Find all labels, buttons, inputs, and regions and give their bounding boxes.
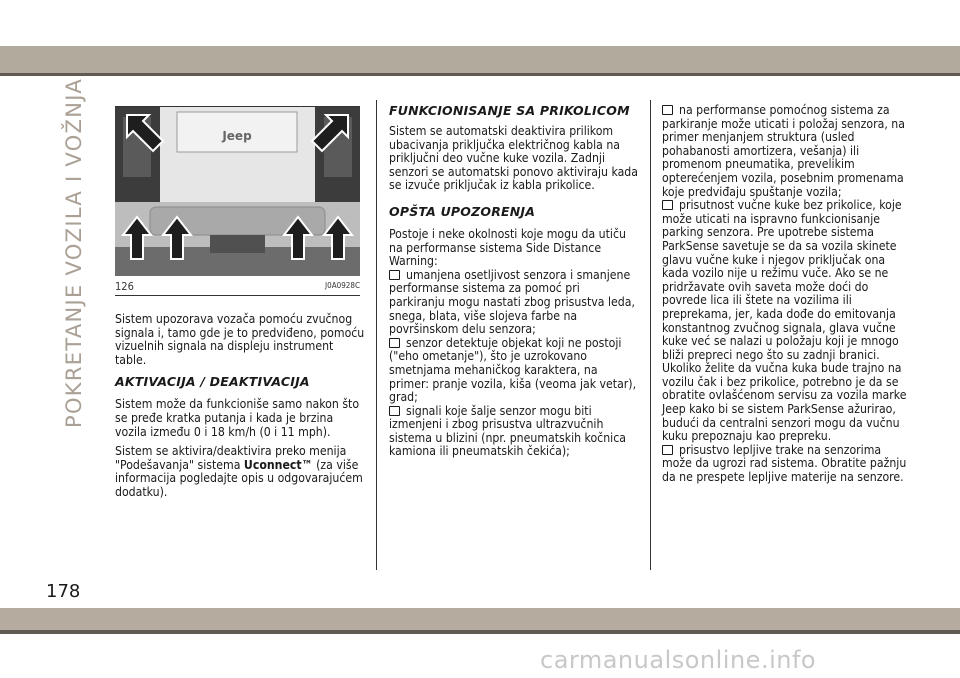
intro-paragraph: Sistem upozorava vozača pomoću zvučnog signala i, tamo gde je to predviđeno, pomoću vizuelnih signala na displeju instrument table.: [115, 312, 365, 367]
paragraph: Sistem se automatski deaktivira prilikom ubacivanja priključka električnog kabla na priključni deo vučne kuke vozila. Zadnji senzori se automatski ponovo aktiviraju kada se izvuče priključak iz kabla prikolice.: [389, 124, 638, 193]
bullet-item: umanjena osetljivost senzora i smanjene performanse sistema za pomoć pri parkiranju mogu nastati zbog prisustva leda, snega, blata, više slojeva farbe na površinskom delu senzora;: [389, 267, 635, 337]
bullet-item: signali koje šalje senzor mogu biti izmenjeni i zbog prisustva ultrazvučnih sistema u blizini (npr. pneumatskih kočnica kamiona ili pneumatskih čekića);: [389, 403, 626, 459]
bullet-item: prisustvo lepljive trake na senzorima može da ugrozi rad sistema. Obratite pažnju da ne prespete lepljive materije na senzore.: [662, 442, 907, 485]
paragraph: Sistem može da funkcioniše samo nakon što se pređe kratka putanja i kada je brzina vozila između 0 i 18 km/h (0 i 11 mph).: [115, 397, 360, 439]
column-3: [662, 104, 912, 485]
svg-text:Jeep: Jeep: [222, 129, 252, 143]
header-rule: [0, 73, 960, 76]
paragraph-text: Sistem se aktivira/deaktivira preko menija "Podešavanja" sistema: [115, 444, 347, 472]
footer-rule: [0, 630, 960, 634]
column-2: [389, 104, 639, 459]
checkbox-bullet-icon: [389, 406, 400, 416]
column-divider: [376, 100, 377, 570]
section-heading: AKTIVACIJA / DEAKTIVACIJA: [115, 374, 310, 390]
checkbox-bullet-icon: [662, 445, 673, 455]
bullet-item: prisutnost vučne kuke bez prikolice, koje može uticati na ispravno funkcionisanje parking senzora. Pre upotrebe sistema ParkSense savetuje se da sa vozila skinete glavu vučne kuke i njegov priključak ona kada vozilo nije u režimu vuče. Ako se ne pridržavate ovih saveta može doći do povrede lica ili štete na vozilima ili preprekama, jer, kada dođe do emitovanja konstantnog zvučnog signala, glava vučne kuke već se nalazi u položaju koji je mnogo bliži prepreci nego što su zadnji branici. Ukoliko želite da vučna kuka bude trajno na vozilu čak i bez prikolice, potrebno je da se obratite ovlašćenom servisu za vozila marke Jeep kako bi se sistem ParkSense ažurirao, budući da centralni senzori mogu da vučnu kuku prepoznaju kao prepreku.: [662, 198, 907, 444]
checkbox-bullet-icon: [389, 338, 400, 348]
paragraph: Postoje i neke okolnosti koje mogu da utiču na performanse sistema Side Distance Warning:: [389, 226, 626, 269]
checkbox-bullet-icon: [662, 200, 673, 210]
paragraph-text: (za više informacija pogledajte opis u odgovarajućem dodatku).: [115, 457, 363, 499]
section-side-title: POKRETANJE VOZILA I VOŽNJA: [62, 77, 86, 428]
footer-band: [0, 608, 960, 630]
bullet-item: na performanse pomoćnog sistema za parkiranje može uticati i položaj senzora, na primer menjanjem struktura (usled pohabanosti amortizera, vešanja) ili promenom pneumatika, prevelikim opterećenjem vozila, posebnim promenama koje predviđaju spuštanje vozila;: [662, 103, 905, 199]
section-heading: FUNKCIONISANJE SA PRIKOLICOM: [389, 103, 630, 118]
figure-caption: [115, 280, 360, 296]
checkbox-bullet-icon: [389, 270, 400, 280]
header-band: [0, 0, 960, 46]
page-number: 178: [46, 581, 81, 602]
column-1: [115, 313, 365, 504]
section-heading: OPŠTA UPOZORENJA: [389, 203, 536, 219]
bullet-item: senzor detektuje objekat koji ne postoji ("eho ometanje"), što je uzrokovano smetnjama mehaničkog karaktera, na primer: pranje vozila, kiša (veoma jak vetar), grad;: [389, 335, 637, 405]
paragraph: [115, 445, 365, 499]
checkbox-bullet-icon: [662, 105, 673, 115]
figure-number: 126: [115, 280, 134, 293]
vehicle-rear-illustration: [115, 107, 360, 276]
figure-code: J0A0928C: [325, 281, 360, 290]
column-divider: [650, 100, 651, 570]
vehicle-rear-sensor-figure: [115, 106, 360, 276]
watermark: carmanualsonline.info: [540, 646, 817, 674]
uconnect-brand: Uconnect™: [243, 457, 313, 472]
